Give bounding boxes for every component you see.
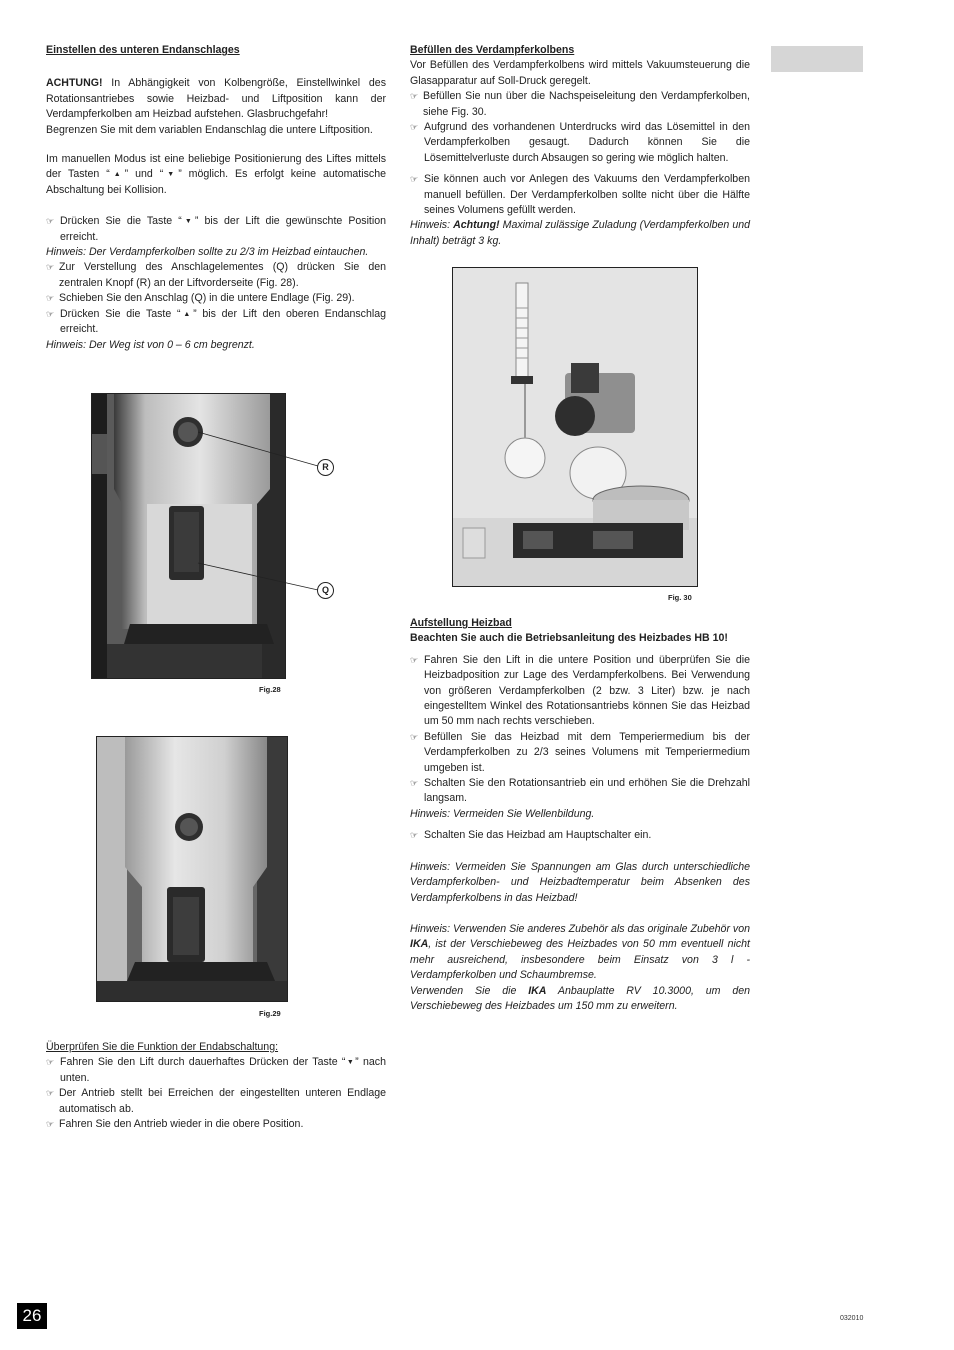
figure-30-caption: Fig. 30 (668, 593, 692, 602)
hint-waves: Hinweis: Vermeiden Sie Wellenbildung. (410, 807, 595, 820)
pointing-hand-icon: ☞ (410, 174, 419, 185)
filling-step-2: ☞ Aufgrund des vorhandenen Unterdrucks wird das Lösemittel in den Verdampferkolben gesaugt. Dadurch können Sie die Lösemittelverluste durch Absaugen so gering wie möglich halten. (410, 121, 750, 164)
filling-intro: Vor Befüllen des Verdampferkolbens wird mittels Vakuumsteuerung die Glasapparatur auf Soll-Druck geregelt. (410, 59, 750, 87)
up-arrow-icon: ▲ (109, 171, 125, 179)
manual-reference-note: Beachten Sie auch die Betriebsanleitung des Heizbades HB 10! (410, 632, 728, 645)
warning-label: ACHTUNG! (46, 77, 103, 90)
filling-step-3: ☞ Sie können auch vor Anlegen des Vakuums den Verdampferkolben manuell befüllen. Der Verdampferkolben sollte nicht über die Hälfte seines Volumens gefüllt werden. (410, 173, 750, 217)
ika-brand: IKA (410, 938, 429, 951)
page-number: 26 (17, 1303, 47, 1329)
hint-range: Hinweis: Der Weg ist von 0 – 6 cm begrenzt. (46, 338, 255, 351)
hint-accessories: Hinweis: Verwenden Sie anderes Zubehör als das originale Zubehör von IKA, ist der Verschiebeweg des Heizbades von 50 mm eventuell nicht mehr ausreichend, insbesondere beim Einsatz von 3 l - Verdampferkolben und Schaumbremse. (410, 922, 750, 982)
manual-mode-paragraph: Im manuellen Modus ist eine beliebige Positionierung des Liftes mittels der Tasten “▲” und “▼” möglich. Es erfolgt keine automatische Abschaltung bei Kollision. (46, 153, 386, 196)
figure-28-caption: Fig.28 (259, 685, 281, 694)
hint-max-load: Hinweis: Achtung! Maximal zulässige Zuladung (Verdampferkolben und Inhalt) beträgt 3 kg. (410, 219, 750, 247)
step-adjust-stop: ☞ Zur Verstellung des Anschlagelementes (Q) drücken Sie den zentralen Knopf (R) an der Liftvorderseite (Fig. 28). (46, 261, 386, 289)
step-press-up: ☞ Drücken Sie die Taste “▲” bis der Lift den oberen Endanschlag erreicht. (46, 307, 387, 336)
hint-immersion: Hinweis: Der Verdampferkolben sollte zu 2/3 im Heizbad eintauchen. (46, 246, 369, 259)
end-switch-check-block (46, 1040, 386, 1132)
mounting-plate-note: Verwenden Sie die IKA Anbauplatte RV 10.3000, um den Verschiebeweg des Heizbades um 150 mm zu erweitern. (410, 984, 750, 1012)
pointing-hand-icon: ☞ (46, 293, 55, 304)
down-arrow-icon: ▼ (163, 171, 179, 179)
pointing-hand-icon: ☞ (46, 1119, 55, 1130)
callout-q: Q (317, 582, 334, 599)
callout-r: R (317, 459, 334, 476)
up-arrow-icon: ▲ (180, 310, 194, 318)
pointing-hand-icon: ☞ (46, 1057, 55, 1068)
check-step-1: ☞ Fahren Sie den Lift durch dauerhaftes Drücken der Taste “▼” nach unten. (46, 1056, 386, 1084)
pointing-hand-icon: ☞ (46, 308, 55, 319)
pointing-hand-icon: ☞ (46, 1088, 55, 1099)
check-heading: Überprüfen Sie die Funktion der Endabschaltung: (46, 1041, 279, 1053)
bath-step-2: ☞ Befüllen Sie das Heizbad mit dem Temperiermedium bis der Verdampferkolben zu 2/3 seines Volumens mit Temperiermedium umgeben ist. (410, 730, 750, 774)
language-tab (771, 46, 863, 72)
section-heading-heating-bath: Aufstellung Heizbad (410, 617, 512, 629)
filling-step-1: ☞ Befüllen Sie nun über die Nachspeiseleitung den Verdampferkolben, siehe Fig. 30. (410, 90, 750, 118)
down-arrow-icon: ▼ (181, 218, 195, 226)
pointing-hand-icon: ☞ (410, 654, 419, 665)
ika-brand: IKA (528, 984, 547, 997)
bath-step-4: ☞ Schalten Sie das Heizbad am Hauptschalter ein. (410, 828, 750, 843)
bath-step-3: ☞ Schalten Sie den Rotationsantrieb ein und erhöhen Sie die Drehzahl langsam. (410, 777, 750, 805)
pointing-hand-icon: ☞ (410, 778, 419, 789)
figure-30-photo (452, 267, 698, 587)
figure-28-photo (91, 393, 286, 679)
pointing-hand-icon: ☞ (46, 262, 55, 273)
limit-paragraph: Begrenzen Sie mit dem variablen Endanschlag die untere Liftposition. (46, 123, 373, 136)
pointing-hand-icon: ☞ (46, 216, 55, 227)
pointing-hand-icon: ☞ (410, 91, 419, 102)
pointing-hand-icon: ☞ (410, 830, 419, 841)
left-column (46, 43, 386, 353)
warning-paragraph: ACHTUNG! In Abhängigkeit von Kolbengröße, Einstellwinkel des Rotationsantriebes sowie Heizbad- und Liftposition kann der Verdampferkolben am Heizbad aufstehen. Glasbruchgefahr! (46, 77, 386, 121)
check-step-2: ☞ Der Antrieb stellt bei Erreichen der eingestellten unteren Endlage automatisch ab. (46, 1087, 386, 1115)
down-arrow-icon: ▼ (345, 1059, 356, 1067)
check-step-3: ☞ Fahren Sie den Antrieb wieder in die obere Position. (46, 1117, 386, 1132)
document-id: 032010 (840, 1315, 864, 1322)
figure-29-caption: Fig.29 (259, 1009, 281, 1018)
right-column (410, 43, 750, 249)
section-heading-lower-stop: Einstellen des unteren Endanschlages (46, 44, 240, 56)
figure-29-photo (96, 736, 288, 1002)
heating-bath-setup-block (410, 616, 750, 1014)
hint-glass-tension: Hinweis: Vermeiden Sie Spannungen am Glas durch unterschiedliche Verdampferkolben- und Heizbadtemperatur beim Absenken des Verdampferkolbens in das Heizbad! (410, 860, 750, 904)
pointing-hand-icon: ☞ (410, 122, 419, 133)
bath-step-1: ☞ Fahren Sie den Lift in die untere Position und überprüfen Sie die Heizbadposition zur Lage des Verdampferkolbens. Bei Verwendung von größeren Verdampferkolben (2 bzw. 3 Liter) bzw. je nach eingestelltem Winkel des Rotationsantriebs können Sie das Heizbad um 50 mm nach rechts verschieben. (410, 653, 750, 728)
step-slide-stop: ☞ Schieben Sie den Anschlag (Q) in die untere Endlage (Fig. 29). (46, 291, 386, 306)
pointing-hand-icon: ☞ (410, 731, 419, 742)
section-heading-filling: Befüllen des Verdampferkolbens (410, 44, 575, 56)
step-press-down: ☞ Drücken Sie die Taste “▼” bis der Lift die gewünschte Position erreicht. (46, 215, 387, 243)
